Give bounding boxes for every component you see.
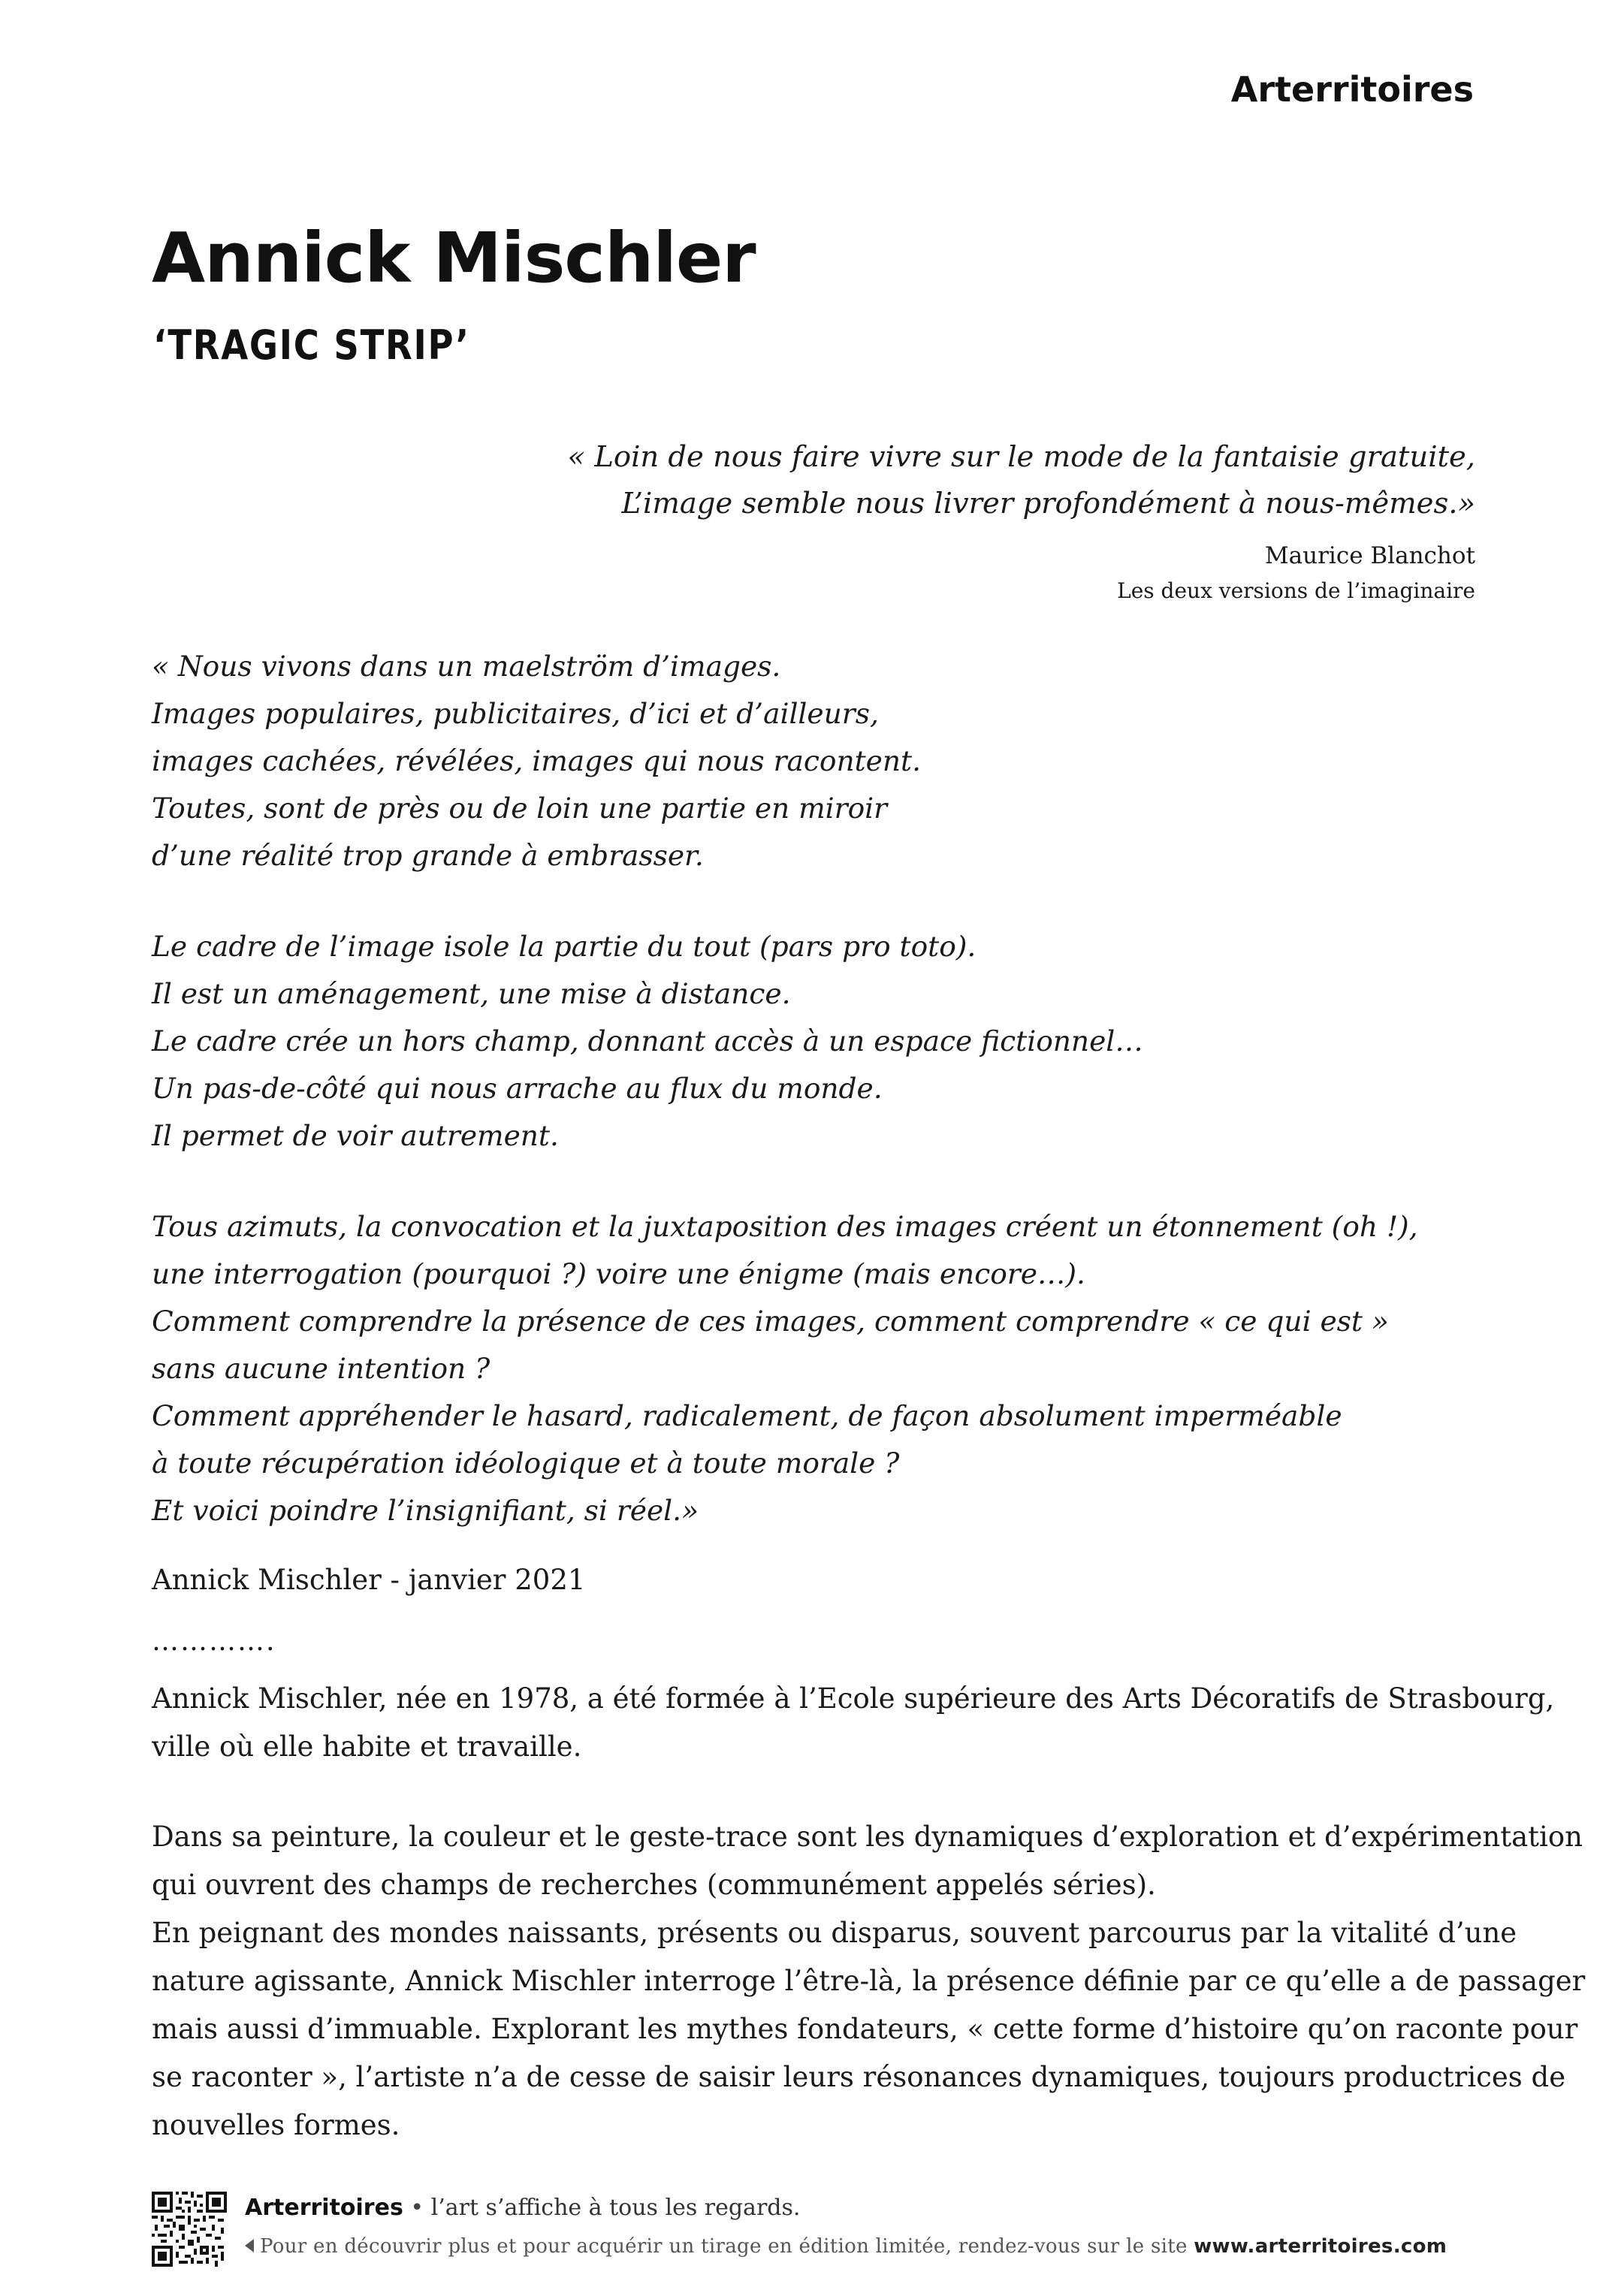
series-title: ‘TRAGIC STRIP’ (153, 321, 470, 369)
epigraph-source: Les deux versions de l’imaginaire (1117, 578, 1475, 603)
bio-line: En peignant des mondes naissants, présents ou disparus, souvent parcourus par la vitalité d’une (152, 1917, 1517, 1949)
epigraph (424, 434, 1475, 608)
poem-stanza (152, 1203, 1504, 1534)
poem-line: à toute récupération idéologique et à toute morale ? (152, 1447, 900, 1480)
footer-info-line (245, 2232, 1447, 2261)
footer-bullet: • (410, 2195, 424, 2221)
bio-line: nature agissante, Annick Mischler interroge l’être-là, la présence définie par ce qu’elle a de passager (152, 1965, 1586, 1997)
epigraph-line: L’image semble nous livrer profondément à nous-mêmes.» (621, 487, 1475, 520)
poem-line: « Nous vivons dans un maelström d’images. (152, 650, 781, 683)
poem-signature: Annick Mischler - janvier 2021 (152, 1564, 586, 1596)
poem-line: Comment comprendre la présence de ces images, comment comprendre « ce qui est » (152, 1305, 1389, 1338)
poem-line: Comment appréhender le hasard, radicalement, de façon absolument imperméable (152, 1399, 1342, 1432)
arrow-left-icon (245, 2239, 254, 2252)
bio-line: mais aussi d’immuable. Explorant les mythes fondateurs, « cette forme d’histoire qu’on raconte pour (152, 2013, 1578, 2045)
footer-tagline: l’art s’affiche à tous les regards. (424, 2195, 801, 2221)
poem-line: Un pas-de-côté qui nous arrache au flux du monde. (152, 1072, 883, 1105)
bio-paragraph (152, 1675, 1555, 1771)
epigraph-line: « Loin de nous faire vivre sur le mode de la fantaisie gratuite, (567, 440, 1475, 474)
poem-line: Tous azimuts, la convocation et la juxtaposition des images créent un étonnement (oh !), (152, 1210, 1418, 1243)
footer-info: Pour en découvrir plus et pour acquérir un tirage en édition limitée, rendez-vous sur le site (260, 2235, 1194, 2258)
bio-line: se raconter », l’artiste n’a de cesse de saisir leurs résonances dynamiques, toujours productrices de (152, 2061, 1566, 2093)
poem-line: Images populaires, publicitaires, d’ici et d’ailleurs, (152, 697, 879, 730)
bio-line: Dans sa peinture, la couleur et le geste-trace sont les dynamiques d’exploration et d’expérimentation (152, 1821, 1583, 1853)
footer-brand: Arterritoires (245, 2195, 403, 2221)
footer-brand-line (245, 2193, 800, 2223)
poem-line: images cachées, révélées, images qui nous racontent. (152, 744, 922, 777)
poem-line: Il permet de voir autrement. (152, 1119, 559, 1152)
qr-code-icon[interactable] (152, 2192, 227, 2267)
section-separator: …………. (152, 1626, 276, 1657)
bio-line: ville où elle habite et travaille. (152, 1730, 582, 1763)
footer (152, 2192, 1475, 2267)
poem-line: d’une réalité trop grande à embrasser. (152, 839, 704, 872)
poem-line: sans aucune intention ? (152, 1352, 491, 1385)
header-brand: Arterritoires (1230, 69, 1474, 110)
bio-line: qui ouvrent des champs de recherches (communément appelés séries). (152, 1869, 1156, 1901)
poem-line: Et voici poindre l’insignifiant, si réel.» (152, 1494, 699, 1527)
artist-bio (152, 1675, 1586, 2150)
poem-stanza (152, 923, 1504, 1160)
poem-line: Toutes, sont de près ou de loin une partie en miroir (152, 792, 888, 825)
epigraph-author: Maurice Blanchot (1264, 542, 1475, 569)
poem-line: Le cadre de l’image isole la partie du tout (pars pro toto). (152, 930, 977, 963)
footer-url-link[interactable]: www.arterritoires.com (1194, 2235, 1447, 2258)
poem (152, 643, 1504, 1534)
poem-line: Le cadre crée un hors champ, donnant accès à un espace fictionnel… (152, 1024, 1143, 1057)
poem-stanza (152, 643, 1504, 879)
bio-paragraph (152, 1813, 1586, 2150)
bio-line: nouvelles formes. (152, 2109, 400, 2141)
artist-name: Annick Mischler (152, 218, 756, 298)
bio-line: Annick Mischler, née en 1978, a été formée à l’Ecole supérieure des Arts Décoratifs de Strasbourg, (152, 1682, 1555, 1715)
poem-line: une interrogation (pourquoi ?) voire une énigme (mais encore…). (152, 1257, 1085, 1290)
poem-line: Il est un aménagement, une mise à distance. (152, 977, 791, 1010)
